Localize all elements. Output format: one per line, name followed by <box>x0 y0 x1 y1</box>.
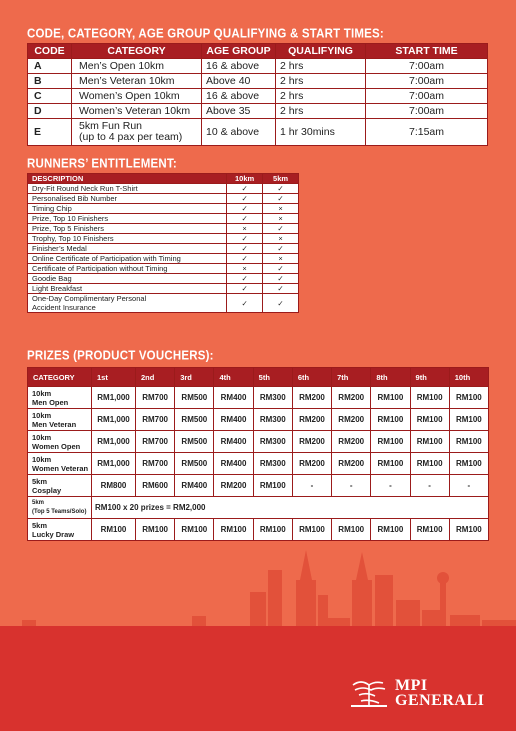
entitlement-10km-cell: ✓ <box>227 254 263 264</box>
qualifying-cell: 2 hrs <box>276 89 366 104</box>
code-cell: E <box>28 119 72 146</box>
logo-line-generali: GENERALI <box>395 692 485 709</box>
prize-category-line: 5km <box>32 520 48 530</box>
prize-value-cell: RM400 <box>214 431 253 453</box>
table-row <box>28 119 488 146</box>
prize-category-cell <box>28 387 92 409</box>
prize-value-cell: RM400 <box>175 475 214 497</box>
description-line: Goodie Bag <box>32 274 72 283</box>
prize-value-cell: RM400 <box>214 409 253 431</box>
entitlement-10km-cell: ✓ <box>227 234 263 244</box>
prize-value-cell: - <box>371 475 410 497</box>
prize-value-cell: RM100 <box>371 453 410 475</box>
prize-value-cell: RM200 <box>332 453 371 475</box>
table-row <box>28 409 489 431</box>
prize-value-cell: RM700 <box>136 387 175 409</box>
entitlement-description-cell <box>28 254 227 264</box>
prize-value-cell: - <box>292 475 331 497</box>
entitlement-header-cell: DESCRIPTION <box>28 174 227 184</box>
description-line: Prize, Top 10 Finishers <box>32 214 109 223</box>
description-line: Personalised Bib Number <box>32 194 118 203</box>
start-times-header-cell: QUALIFYING <box>276 44 366 59</box>
start-times-header-cell: CATEGORY <box>72 44 202 59</box>
prizes-header-cell: 2nd <box>136 368 175 387</box>
table-row <box>28 274 299 284</box>
category-line: Women’s Veteran 10km <box>79 104 191 117</box>
prize-category-line: 5km <box>32 499 45 506</box>
category-cell <box>72 89 202 104</box>
description-line: Online Certificate of Participation with Timing <box>32 254 181 263</box>
table-row <box>28 453 489 475</box>
code-cell: D <box>28 104 72 119</box>
prize-category-line: 5km <box>32 476 48 486</box>
start-times-table <box>27 43 488 146</box>
entitlement-5km-cell: ✓ <box>263 264 299 274</box>
table-row <box>28 294 299 313</box>
prizes-header-cell: 10th <box>449 368 488 387</box>
prize-value-cell: RM1,000 <box>92 453 136 475</box>
entitlement-5km-cell: × <box>263 204 299 214</box>
prize-category-line: Cosplay <box>32 485 62 495</box>
table-row <box>28 475 489 497</box>
prize-category-line: Men Veteran <box>32 419 77 429</box>
entitlement-10km-cell: ✓ <box>227 184 263 194</box>
entitlement-5km-cell: ✓ <box>263 274 299 284</box>
prize-value-cell: RM100 <box>92 519 136 541</box>
start-time-cell: 7:00am <box>366 89 488 104</box>
prize-category-line: (Top 5 Teams/Solo) <box>32 508 87 515</box>
entitlement-5km-cell: ✓ <box>263 284 299 294</box>
prize-value-cell: RM100 <box>449 409 488 431</box>
prize-value-cell: RM100 <box>371 409 410 431</box>
entitlement-5km-cell: × <box>263 234 299 244</box>
table-row <box>28 104 488 119</box>
age-group-cell: 10 & above <box>202 119 276 146</box>
prize-value-cell: RM100 <box>371 519 410 541</box>
prize-value-cell: RM200 <box>332 431 371 453</box>
prize-value-cell: RM300 <box>253 387 292 409</box>
section-title-start-times: CODE, CATEGORY, AGE GROUP QUALIFYING & START TIMES: <box>27 27 384 41</box>
prize-value-cell: RM800 <box>92 475 136 497</box>
prize-value-cell: RM300 <box>253 409 292 431</box>
entitlement-description-cell <box>28 274 227 284</box>
prize-value-cell: RM100 <box>136 519 175 541</box>
prize-value-cell: RM100 <box>449 519 488 541</box>
category-line: Men’s Open 10km <box>79 59 165 72</box>
prize-value-cell: RM100 <box>410 453 449 475</box>
prizes-header-cell: 9th <box>410 368 449 387</box>
table-row <box>28 224 299 234</box>
prize-value-cell: RM100 <box>449 387 488 409</box>
table-row <box>28 234 299 244</box>
description-line: Trophy, Top 10 Finishers <box>32 234 114 243</box>
prizes-header-cell: 7th <box>332 368 371 387</box>
table-row <box>28 519 489 541</box>
table-row <box>28 204 299 214</box>
entitlement-description-cell <box>28 284 227 294</box>
age-group-cell: 16 & above <box>202 89 276 104</box>
prize-category-cell <box>28 519 92 541</box>
table-row <box>28 244 299 254</box>
description-line: Accident Insurance <box>32 303 96 312</box>
start-times-header-cell: CODE <box>28 44 72 59</box>
prize-value-cell: RM700 <box>136 431 175 453</box>
description-line: Prize, Top 5 Finishers <box>32 224 104 233</box>
code-cell: C <box>28 89 72 104</box>
entitlement-description-cell <box>28 264 227 274</box>
category-cell <box>72 119 202 146</box>
prize-category-line: 10km <box>32 454 52 464</box>
entitlement-description-cell <box>28 224 227 234</box>
table-row <box>28 89 488 104</box>
prize-value-cell: RM500 <box>175 409 214 431</box>
prize-value-cell: RM100 <box>371 387 410 409</box>
prize-value-cell: RM300 <box>253 453 292 475</box>
prize-category-line: 10km <box>32 410 52 420</box>
description-line: Dry-Fit Round Neck Run T-Shirt <box>32 184 138 193</box>
description-line: Finisher’s Medal <box>32 244 87 253</box>
prize-value-cell: RM100 <box>292 519 331 541</box>
prize-category-line: 10km <box>32 432 52 442</box>
entitlement-10km-cell: × <box>227 264 263 274</box>
prize-value-cell: RM400 <box>214 387 253 409</box>
entitlement-5km-cell: ✓ <box>263 294 299 313</box>
prize-category-line: Lucky Draw <box>32 529 75 539</box>
prize-category-line: Women Veteran <box>32 463 89 473</box>
start-times-header-cell: START TIME <box>366 44 488 59</box>
prize-value-cell: RM300 <box>253 431 292 453</box>
prize-category-cell <box>28 453 92 475</box>
description-line: Timing Chip <box>32 204 72 213</box>
start-times-header-cell: AGE GROUP <box>202 44 276 59</box>
prize-value-cell: - <box>449 475 488 497</box>
category-cell <box>72 74 202 89</box>
start-time-cell: 7:00am <box>366 104 488 119</box>
prize-value-cell: RM100 <box>214 519 253 541</box>
prize-value-cell: RM100 <box>253 519 292 541</box>
prize-value-cell: - <box>332 475 371 497</box>
entitlement-5km-cell: ✓ <box>263 184 299 194</box>
table-row <box>28 214 299 224</box>
table-row <box>28 284 299 294</box>
prize-value-cell: RM100 <box>332 519 371 541</box>
prize-category-cell <box>28 431 92 453</box>
prize-value-cell: RM200 <box>292 431 331 453</box>
prize-value-cell: RM100 <box>410 409 449 431</box>
entitlement-description-cell <box>28 214 227 224</box>
description-line: Light Breakfast <box>32 284 83 293</box>
entitlement-5km-cell: × <box>263 214 299 224</box>
prizes-header-row <box>28 368 489 387</box>
category-cell <box>72 59 202 74</box>
prizes-header-cell: 5th <box>253 368 292 387</box>
prize-value-cell: RM200 <box>292 453 331 475</box>
entitlement-10km-cell: ✓ <box>227 274 263 284</box>
prize-value-cell: RM700 <box>136 409 175 431</box>
prizes-table <box>27 367 489 541</box>
entitlement-description-cell <box>28 194 227 204</box>
prizes-header-cell: CATEGORY <box>28 368 92 387</box>
table-row <box>28 59 488 74</box>
prize-value-cell: RM100 <box>449 431 488 453</box>
table-row <box>28 184 299 194</box>
prize-value-cell: - <box>410 475 449 497</box>
prize-category-cell <box>28 409 92 431</box>
prize-value-cell: RM100 <box>410 387 449 409</box>
entitlement-10km-cell: ✓ <box>227 294 263 313</box>
prize-category-line: Men Open <box>32 397 69 407</box>
prize-value-cell: RM1,000 <box>92 431 136 453</box>
logo-line-mpi: MPI <box>395 677 428 694</box>
entitlement-description-cell <box>28 234 227 244</box>
mpi-generali-logo <box>349 676 489 710</box>
entitlement-10km-cell: × <box>227 224 263 234</box>
qualifying-cell: 1 hr 30mins <box>276 119 366 146</box>
category-cell <box>72 104 202 119</box>
start-time-cell: 7:00am <box>366 59 488 74</box>
prize-value-cell: RM200 <box>292 409 331 431</box>
table-row <box>28 264 299 274</box>
prize-value-cell: RM100 <box>410 519 449 541</box>
entitlement-description-cell <box>28 294 227 313</box>
entitlement-description-cell <box>28 204 227 214</box>
table-row <box>28 431 489 453</box>
prize-span-cell: RM100 x 20 prizes = RM2,000 <box>92 497 489 519</box>
section-title-entitlement: RUNNERS’ ENTITLEMENT: <box>27 157 177 171</box>
entitlement-5km-cell: ✓ <box>263 224 299 234</box>
prize-value-cell: RM100 <box>175 519 214 541</box>
prize-value-cell: RM400 <box>214 453 253 475</box>
table-row <box>28 254 299 264</box>
description-line: One-Day Complimentary Personal <box>32 294 147 303</box>
entitlement-10km-cell: ✓ <box>227 244 263 254</box>
entitlement-header-cell: 10km <box>227 174 263 184</box>
qualifying-cell: 2 hrs <box>276 59 366 74</box>
prize-value-cell: RM200 <box>292 387 331 409</box>
prize-value-cell: RM1,000 <box>92 409 136 431</box>
prize-category-line: Women Open <box>32 441 81 451</box>
entitlement-10km-cell: ✓ <box>227 214 263 224</box>
prize-value-cell: RM700 <box>136 453 175 475</box>
entitlement-header-cell: 5km <box>263 174 299 184</box>
table-row <box>28 74 488 89</box>
qualifying-cell: 2 hrs <box>276 104 366 119</box>
start-time-cell: 7:00am <box>366 74 488 89</box>
entitlement-description-cell <box>28 244 227 254</box>
entitlement-10km-cell: ✓ <box>227 194 263 204</box>
start-time-cell: 7:15am <box>366 119 488 146</box>
prizes-header-cell: 4th <box>214 368 253 387</box>
age-group-cell: 16 & above <box>202 59 276 74</box>
prize-value-cell: RM500 <box>175 431 214 453</box>
prize-value-cell: RM100 <box>253 475 292 497</box>
winged-lion-icon <box>349 677 389 709</box>
age-group-cell: Above 40 <box>202 74 276 89</box>
table-row <box>28 387 489 409</box>
prize-value-cell: RM200 <box>214 475 253 497</box>
prizes-header-cell: 3rd <box>175 368 214 387</box>
entitlement-10km-cell: ✓ <box>227 284 263 294</box>
prize-category-line: 10km <box>32 388 52 398</box>
entitlement-5km-cell: ✓ <box>263 244 299 254</box>
entitlement-10km-cell: ✓ <box>227 204 263 214</box>
prize-category-cell <box>28 475 92 497</box>
prize-value-cell: RM200 <box>332 387 371 409</box>
category-line: (up to 4 pax per team) <box>79 131 183 143</box>
description-line: Certificate of Participation without Timing <box>32 264 168 273</box>
code-cell: A <box>28 59 72 74</box>
prize-value-cell: RM100 <box>410 431 449 453</box>
category-line: Women’s Open 10km <box>79 89 180 102</box>
table-row <box>28 194 299 204</box>
prize-value-cell: RM500 <box>175 387 214 409</box>
entitlement-5km-cell: ✓ <box>263 194 299 204</box>
entitlement-5km-cell: × <box>263 254 299 264</box>
prize-value-cell: RM1,000 <box>92 387 136 409</box>
prize-value-cell: RM100 <box>371 431 410 453</box>
prize-value-cell: RM500 <box>175 453 214 475</box>
entitlement-table <box>27 173 299 313</box>
start-times-header-row <box>28 44 488 59</box>
prize-value-cell: RM600 <box>136 475 175 497</box>
prizes-header-cell: 1st <box>92 368 136 387</box>
code-cell: B <box>28 74 72 89</box>
prizes-header-cell: 8th <box>371 368 410 387</box>
prize-value-cell: RM200 <box>332 409 371 431</box>
prize-value-cell: RM100 <box>449 453 488 475</box>
entitlement-header-row <box>28 174 299 184</box>
prizes-header-cell: 6th <box>292 368 331 387</box>
section-title-prizes: PRIZES (PRODUCT VOUCHERS): <box>27 349 214 363</box>
table-row <box>28 497 489 519</box>
entitlement-description-cell <box>28 184 227 194</box>
category-line: Men’s Veteran 10km <box>79 74 175 87</box>
qualifying-cell: 2 hrs <box>276 74 366 89</box>
category-line: 5km Fun Run <box>79 120 143 132</box>
prize-category-cell <box>28 497 92 519</box>
age-group-cell: Above 35 <box>202 104 276 119</box>
